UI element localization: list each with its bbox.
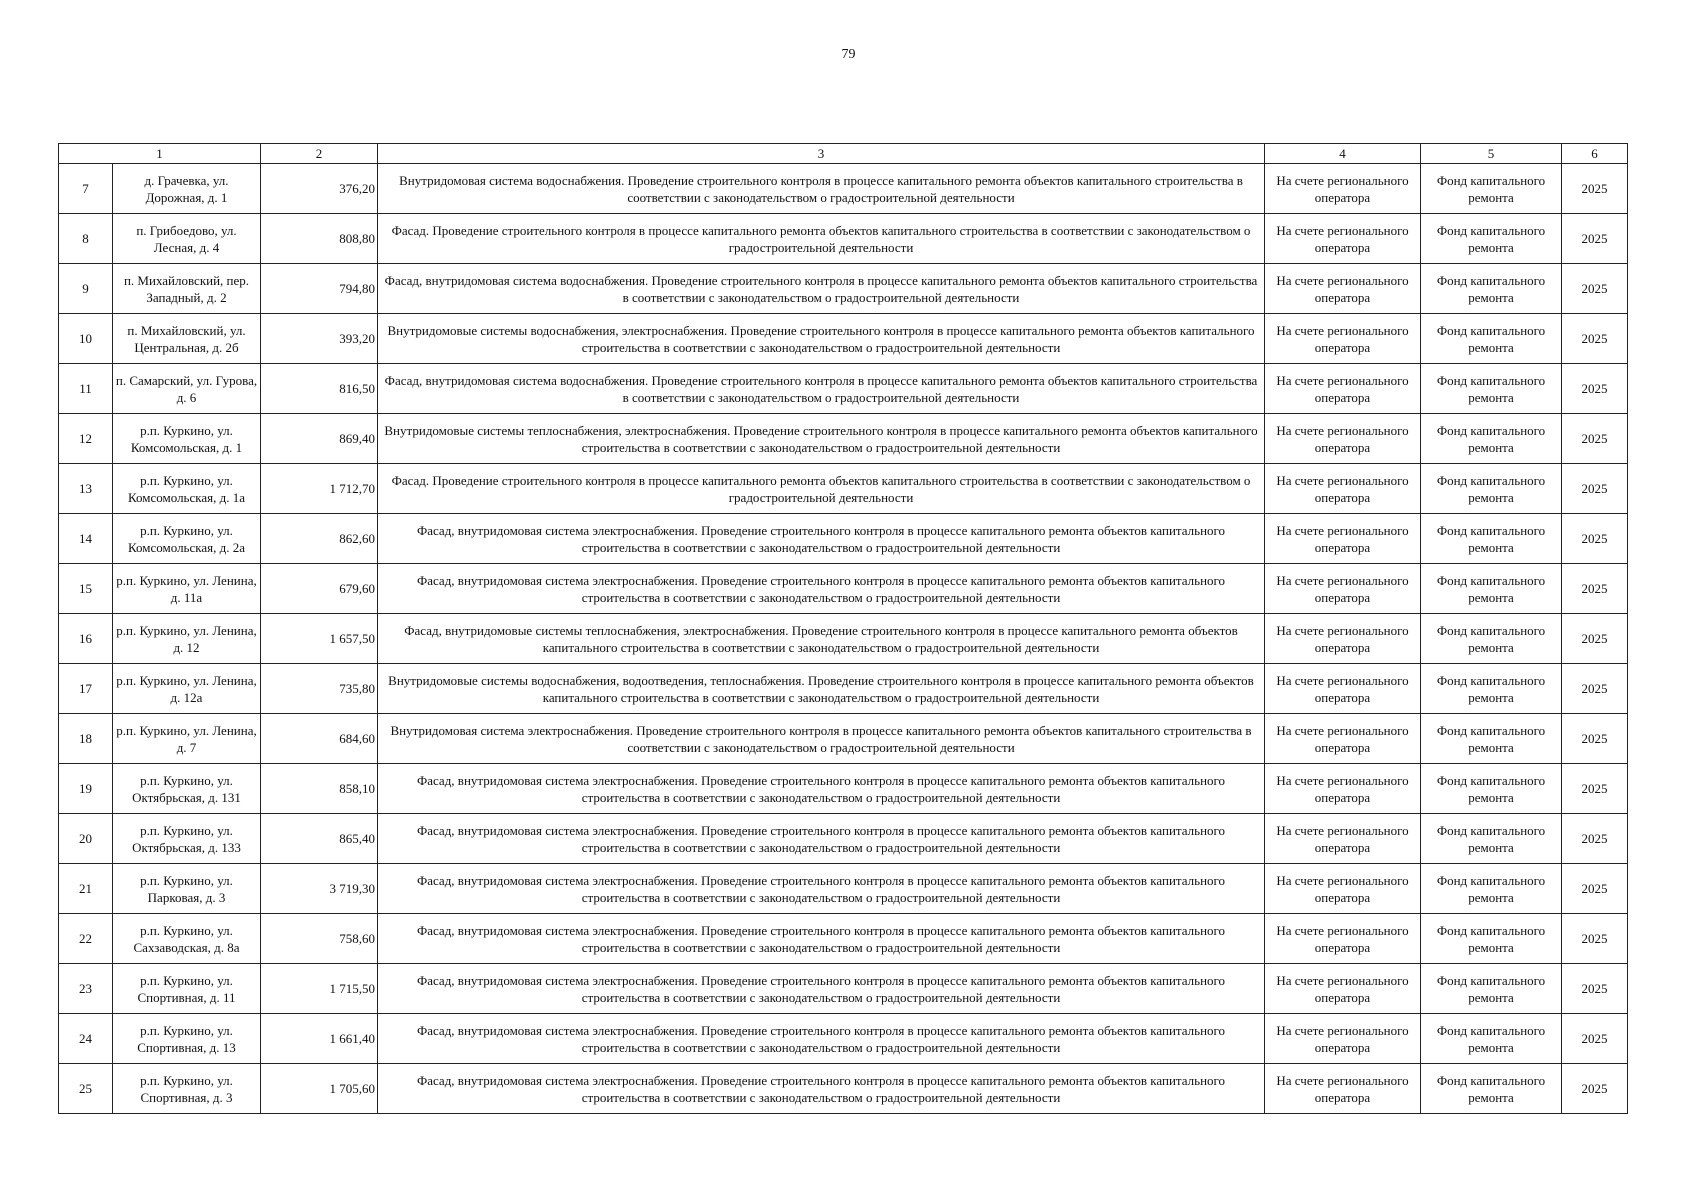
- cost-cell: 816,50: [261, 364, 378, 414]
- row-number: 12: [59, 414, 113, 464]
- works-description-cell: Внутридомовые системы водоснабжения, электроснабжения. Проведение строительного контроля в процессе капитального ремонта объектов капитального строительства в соответствии с законодательством о градостроительной деятельности: [378, 314, 1265, 364]
- address-cell: р.п. Куркино, ул. Комсомольская, д. 2а: [113, 514, 261, 564]
- table-row: [59, 764, 1628, 814]
- table-row: [59, 164, 1628, 214]
- cost-cell: 679,60: [261, 564, 378, 614]
- year-cell: 2025: [1562, 664, 1628, 714]
- address-cell: р.п. Куркино, ул. Сахзаводская, д. 8а: [113, 914, 261, 964]
- year-cell: 2025: [1562, 214, 1628, 264]
- address-cell: р.п. Куркино, ул. Спортивная, д. 11: [113, 964, 261, 1014]
- works-description-cell: Внутридомовые системы водоснабжения, водоотведения, теплоснабжения. Проведение строительного контроля в процессе капитального ремонта объектов капитального строительства в соответствии с законодательством о градостроительной деятельности: [378, 664, 1265, 714]
- year-cell: 2025: [1562, 614, 1628, 664]
- funding-source-cell: Фонд капитального ремонта: [1421, 164, 1562, 214]
- works-description-cell: Фасад, внутридомовая система электроснабжения. Проведение строительного контроля в процессе капитального ремонта объектов капитального строительства в соответствии с законодательством о градостроительной деятельности: [378, 964, 1265, 1014]
- funding-source-cell: Фонд капитального ремонта: [1421, 414, 1562, 464]
- works-description-cell: Фасад, внутридомовая система электроснабжения. Проведение строительного контроля в процессе капитального ремонта объектов капитального строительства в соответствии с законодательством о градостроительной деятельности: [378, 1064, 1265, 1114]
- year-cell: 2025: [1562, 964, 1628, 1014]
- funding-source-cell: Фонд капитального ремонта: [1421, 814, 1562, 864]
- cost-cell: 1 715,50: [261, 964, 378, 1014]
- account-cell: На счете регионального оператора: [1265, 1014, 1421, 1064]
- address-cell: п. Грибоедово, ул. Лесная, д. 4: [113, 214, 261, 264]
- table-row: [59, 214, 1628, 264]
- year-cell: 2025: [1562, 914, 1628, 964]
- row-number: 14: [59, 514, 113, 564]
- account-cell: На счете регионального оператора: [1265, 714, 1421, 764]
- funding-source-cell: Фонд капитального ремонта: [1421, 214, 1562, 264]
- works-table: [58, 143, 1628, 1114]
- cost-cell: 1 661,40: [261, 1014, 378, 1064]
- funding-source-cell: Фонд капитального ремонта: [1421, 564, 1562, 614]
- year-cell: 2025: [1562, 264, 1628, 314]
- row-number: 17: [59, 664, 113, 714]
- address-cell: р.п. Куркино, ул. Комсомольская, д. 1а: [113, 464, 261, 514]
- table-row: [59, 864, 1628, 914]
- account-cell: На счете регионального оператора: [1265, 864, 1421, 914]
- address-cell: р.п. Куркино, ул. Комсомольская, д. 1: [113, 414, 261, 464]
- account-cell: На счете регионального оператора: [1265, 614, 1421, 664]
- works-description-cell: Фасад, внутридомовые системы теплоснабжения, электроснабжения. Проведение строительного контроля в процессе капитального ремонта объектов капитального строительства в соответствии с законодательством о градостроительной деятельности: [378, 614, 1265, 664]
- cost-cell: 684,60: [261, 714, 378, 764]
- cost-cell: 794,80: [261, 264, 378, 314]
- row-number: 22: [59, 914, 113, 964]
- year-cell: 2025: [1562, 164, 1628, 214]
- account-cell: На счете регионального оператора: [1265, 364, 1421, 414]
- column-header: 4: [1265, 144, 1421, 164]
- works-description-cell: Фасад, внутридомовая система электроснабжения. Проведение строительного контроля в процессе капитального ремонта объектов капитального строительства в соответствии с законодательством о градостроительной деятельности: [378, 764, 1265, 814]
- year-cell: 2025: [1562, 764, 1628, 814]
- year-cell: 2025: [1562, 564, 1628, 614]
- table-row: [59, 1064, 1628, 1114]
- funding-source-cell: Фонд капитального ремонта: [1421, 314, 1562, 364]
- account-cell: На счете регионального оператора: [1265, 264, 1421, 314]
- table-body: [59, 164, 1628, 1114]
- row-number: 9: [59, 264, 113, 314]
- column-header: 1: [59, 144, 261, 164]
- cost-cell: 869,40: [261, 414, 378, 464]
- works-description-cell: Фасад, внутридомовая система электроснабжения. Проведение строительного контроля в процессе капитального ремонта объектов капитального строительства в соответствии с законодательством о градостроительной деятельности: [378, 1014, 1265, 1064]
- account-cell: На счете регионального оператора: [1265, 664, 1421, 714]
- funding-source-cell: Фонд капитального ремонта: [1421, 664, 1562, 714]
- column-header: 6: [1562, 144, 1628, 164]
- works-description-cell: Внутридомовая система водоснабжения. Проведение строительного контроля в процессе капитального ремонта объектов капитального строительства в соответствии с законодательством о градостроительной деятельности: [378, 164, 1265, 214]
- cost-cell: 1 705,60: [261, 1064, 378, 1114]
- column-header: 3: [378, 144, 1265, 164]
- funding-source-cell: Фонд капитального ремонта: [1421, 364, 1562, 414]
- address-cell: р.п. Куркино, ул. Ленина, д. 7: [113, 714, 261, 764]
- address-cell: п. Самарский, ул. Гурова, д. 6: [113, 364, 261, 414]
- account-cell: На счете регионального оператора: [1265, 414, 1421, 464]
- address-cell: п. Михайловский, пер. Западный, д. 2: [113, 264, 261, 314]
- row-number: 21: [59, 864, 113, 914]
- works-description-cell: Внутридомовые системы теплоснабжения, электроснабжения. Проведение строительного контроля в процессе капитального ремонта объектов капитального строительства в соответствии с законодательством о градостроительной деятельности: [378, 414, 1265, 464]
- address-cell: р.п. Куркино, ул. Спортивная, д. 3: [113, 1064, 261, 1114]
- cost-cell: 1 657,50: [261, 614, 378, 664]
- funding-source-cell: Фонд капитального ремонта: [1421, 914, 1562, 964]
- address-cell: р.п. Куркино, ул. Ленина, д. 12: [113, 614, 261, 664]
- table-row: [59, 414, 1628, 464]
- address-cell: д. Грачевка, ул. Дорожная, д. 1: [113, 164, 261, 214]
- page-number: 79: [841, 47, 856, 62]
- funding-source-cell: Фонд капитального ремонта: [1421, 764, 1562, 814]
- table-row: [59, 964, 1628, 1014]
- cost-cell: 758,60: [261, 914, 378, 964]
- row-number: 25: [59, 1064, 113, 1114]
- cost-cell: 393,20: [261, 314, 378, 364]
- account-cell: На счете регионального оператора: [1265, 964, 1421, 1014]
- row-number: 10: [59, 314, 113, 364]
- table-row: [59, 614, 1628, 664]
- row-number: 15: [59, 564, 113, 614]
- year-cell: 2025: [1562, 1014, 1628, 1064]
- row-number: 7: [59, 164, 113, 214]
- cost-cell: 376,20: [261, 164, 378, 214]
- account-cell: На счете регионального оператора: [1265, 814, 1421, 864]
- works-description-cell: Фасад. Проведение строительного контроля в процессе капитального ремонта объектов капитального строительства в соответствии с законодательством о градостроительной деятельности: [378, 464, 1265, 514]
- row-number: 18: [59, 714, 113, 764]
- column-header: 5: [1421, 144, 1562, 164]
- year-cell: 2025: [1562, 414, 1628, 464]
- funding-source-cell: Фонд капитального ремонта: [1421, 964, 1562, 1014]
- works-description-cell: Фасад, внутридомовая система электроснабжения. Проведение строительного контроля в процессе капитального ремонта объектов капитального строительства в соответствии с законодательством о градостроительной деятельности: [378, 914, 1265, 964]
- account-cell: На счете регионального оператора: [1265, 564, 1421, 614]
- account-cell: На счете регионального оператора: [1265, 164, 1421, 214]
- funding-source-cell: Фонд капитального ремонта: [1421, 514, 1562, 564]
- works-description-cell: Фасад, внутридомовая система водоснабжения. Проведение строительного контроля в процессе капитального ремонта объектов капитального строительства в соответствии с законодательством о градостроительной деятельности: [378, 264, 1265, 314]
- table-row: [59, 714, 1628, 764]
- table-row: [59, 564, 1628, 614]
- works-description-cell: Фасад, внутридомовая система электроснабжения. Проведение строительного контроля в процессе капитального ремонта объектов капитального строительства в соответствии с законодательством о градостроительной деятельности: [378, 564, 1265, 614]
- cost-cell: 865,40: [261, 814, 378, 864]
- row-number: 19: [59, 764, 113, 814]
- row-number: 24: [59, 1014, 113, 1064]
- table-row: [59, 814, 1628, 864]
- table-row: [59, 914, 1628, 964]
- works-description-cell: Фасад, внутридомовая система электроснабжения. Проведение строительного контроля в процессе капитального ремонта объектов капитального строительства в соответствии с законодательством о градостроительной деятельности: [378, 514, 1265, 564]
- cost-cell: 735,80: [261, 664, 378, 714]
- account-cell: На счете регионального оператора: [1265, 464, 1421, 514]
- cost-cell: 808,80: [261, 214, 378, 264]
- address-cell: р.п. Куркино, ул. Октябрьская, д. 133: [113, 814, 261, 864]
- funding-source-cell: Фонд капитального ремонта: [1421, 464, 1562, 514]
- table-row: [59, 664, 1628, 714]
- column-number-row: [59, 144, 1628, 164]
- row-number: 23: [59, 964, 113, 1014]
- table-row: [59, 314, 1628, 364]
- address-cell: р.п. Куркино, ул. Ленина, д. 11а: [113, 564, 261, 614]
- year-cell: 2025: [1562, 864, 1628, 914]
- funding-source-cell: Фонд капитального ремонта: [1421, 864, 1562, 914]
- address-cell: р.п. Куркино, ул. Ленина, д. 12а: [113, 664, 261, 714]
- account-cell: На счете регионального оператора: [1265, 214, 1421, 264]
- works-description-cell: Фасад, внутридомовая система электроснабжения. Проведение строительного контроля в процессе капитального ремонта объектов капитального строительства в соответствии с законодательством о градостроительной деятельности: [378, 864, 1265, 914]
- year-cell: 2025: [1562, 514, 1628, 564]
- funding-source-cell: Фонд капитального ремонта: [1421, 1014, 1562, 1064]
- address-cell: п. Михайловский, ул. Центральная, д. 2б: [113, 314, 261, 364]
- year-cell: 2025: [1562, 464, 1628, 514]
- cost-cell: 858,10: [261, 764, 378, 814]
- year-cell: 2025: [1562, 814, 1628, 864]
- row-number: 8: [59, 214, 113, 264]
- funding-source-cell: Фонд капитального ремонта: [1421, 264, 1562, 314]
- works-description-cell: Фасад. Проведение строительного контроля в процессе капитального ремонта объектов капитального строительства в соответствии с законодательством о градостроительной деятельности: [378, 214, 1265, 264]
- account-cell: На счете регионального оператора: [1265, 914, 1421, 964]
- table-row: [59, 364, 1628, 414]
- year-cell: 2025: [1562, 314, 1628, 364]
- works-description-cell: Фасад, внутридомовая система электроснабжения. Проведение строительного контроля в процессе капитального ремонта объектов капитального строительства в соответствии с законодательством о градостроительной деятельности: [378, 814, 1265, 864]
- address-cell: р.п. Куркино, ул. Парковая, д. 3: [113, 864, 261, 914]
- funding-source-cell: Фонд капитального ремонта: [1421, 714, 1562, 764]
- account-cell: На счете регионального оператора: [1265, 514, 1421, 564]
- cost-cell: 862,60: [261, 514, 378, 564]
- account-cell: На счете регионального оператора: [1265, 314, 1421, 364]
- table-row: [59, 264, 1628, 314]
- table-row: [59, 1014, 1628, 1064]
- row-number: 11: [59, 364, 113, 414]
- works-description-cell: Фасад, внутридомовая система водоснабжения. Проведение строительного контроля в процессе капитального ремонта объектов капитального строительства в соответствии с законодательством о градостроительной деятельности: [378, 364, 1265, 414]
- row-number: 13: [59, 464, 113, 514]
- year-cell: 2025: [1562, 714, 1628, 764]
- funding-source-cell: Фонд капитального ремонта: [1421, 614, 1562, 664]
- column-header: 2: [261, 144, 378, 164]
- year-cell: 2025: [1562, 364, 1628, 414]
- funding-source-cell: Фонд капитального ремонта: [1421, 1064, 1562, 1114]
- row-number: 16: [59, 614, 113, 664]
- account-cell: На счете регионального оператора: [1265, 764, 1421, 814]
- address-cell: р.п. Куркино, ул. Октябрьская, д. 131: [113, 764, 261, 814]
- year-cell: 2025: [1562, 1064, 1628, 1114]
- address-cell: р.п. Куркино, ул. Спортивная, д. 13: [113, 1014, 261, 1064]
- table-row: [59, 514, 1628, 564]
- account-cell: На счете регионального оператора: [1265, 1064, 1421, 1114]
- works-description-cell: Внутридомовая система электроснабжения. Проведение строительного контроля в процессе капитального ремонта объектов капитального строительства в соответствии с законодательством о градостроительной деятельности: [378, 714, 1265, 764]
- table-row: [59, 464, 1628, 514]
- table-header: [59, 144, 1628, 164]
- row-number: 20: [59, 814, 113, 864]
- cost-cell: 3 719,30: [261, 864, 378, 914]
- cost-cell: 1 712,70: [261, 464, 378, 514]
